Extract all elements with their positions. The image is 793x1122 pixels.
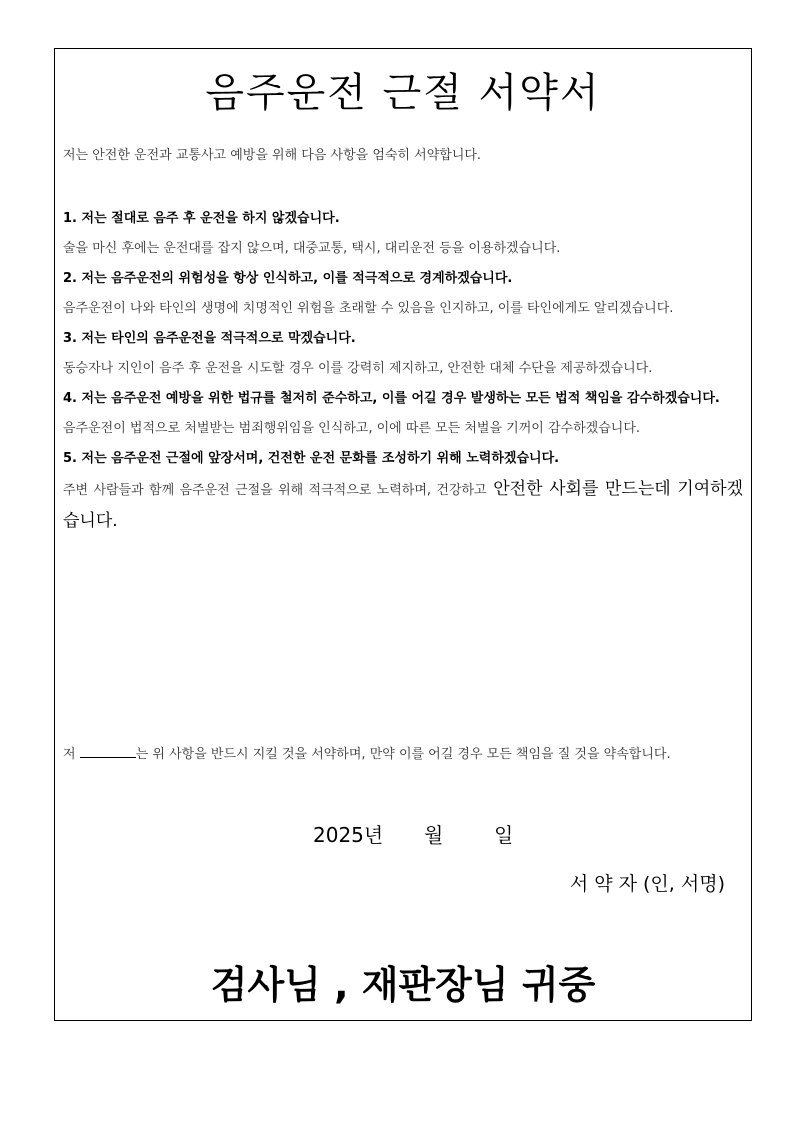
addressee: 검사님 , 재판장님 귀중	[210, 963, 596, 1007]
item-5-body-large: 안전한 사회를 만드는데 기여하겠습니다.	[63, 479, 743, 531]
intro-paragraph: 저는 안전한 운전과 교통사고 예방을 위해 다음 사항을 엄숙히 서약합니다.	[63, 148, 482, 163]
item-4-heading: 4. 저는 음주운전 예방을 위한 법규를 철저히 준수하고, 이를 어길 경우 발생하는 모든 법적 책임을 감수하겠습니다.	[63, 391, 720, 406]
date-day: 일	[493, 823, 514, 847]
item-3-heading: 3. 저는 타인의 음주운전을 적극적으로 막겠습니다.	[63, 331, 356, 346]
item-2-body: 음주운전이 나와 타인의 생명에 치명적인 위험을 초래할 수 있음을 인지하고, 이를 타인에게도 알리겠습니다.	[63, 301, 674, 316]
item-5-body-small: 주변 사람들과 함께 음주운전 근절을 위해 적극적으로 노력하며, 건강하고	[63, 483, 487, 498]
item-5-heading: 5. 저는 음주운전 근절에 앞장서며, 건전한 운전 문화를 조성하기 위해 노력하겠습니다.	[63, 451, 560, 466]
item-1-heading: 1. 저는 절대로 음주 후 운전을 하지 않겠습니다.	[63, 211, 340, 226]
item-4-body: 음주운전이 법적으로 처벌받는 범죄행위임을 인식하고, 이에 따른 모든 처벌을 기꺼이 감수하겠습니다.	[63, 421, 641, 436]
item-5-body	[63, 474, 743, 538]
date-year: 2025년	[313, 823, 384, 847]
item-1-body: 술을 마신 후에는 운전대를 잡지 않으며, 대중교통, 택시, 대리운전 등을 이용하겠습니다.	[63, 241, 561, 256]
pledge-prefix: 저	[63, 747, 80, 762]
date-month: 월	[423, 823, 444, 847]
item-3-body: 동승자나 지인이 음주 후 운전을 시도할 경우 이를 강력히 제지하고, 안전한 대체 수단을 제공하겠습니다.	[63, 361, 653, 376]
pledge-items	[63, 204, 743, 538]
document-title: 음주운전 근절 서약서	[205, 70, 601, 116]
pledge-suffix: 는 위 사항을 반드시 지킬 것을 서약하며, 만약 이를 어길 경우 모든 책임을 질 것을 약속합니다.	[135, 747, 671, 762]
item-2-heading: 2. 저는 음주운전의 위험성을 항상 인식하고, 이를 적극적으로 경계하겠습니다.	[63, 271, 513, 286]
document-frame	[54, 48, 752, 1021]
date-line	[313, 819, 513, 848]
name-blank[interactable]	[80, 745, 136, 758]
signer-line: 서 약 자 (인, 서명)	[569, 873, 725, 895]
pledge-statement	[63, 739, 743, 771]
